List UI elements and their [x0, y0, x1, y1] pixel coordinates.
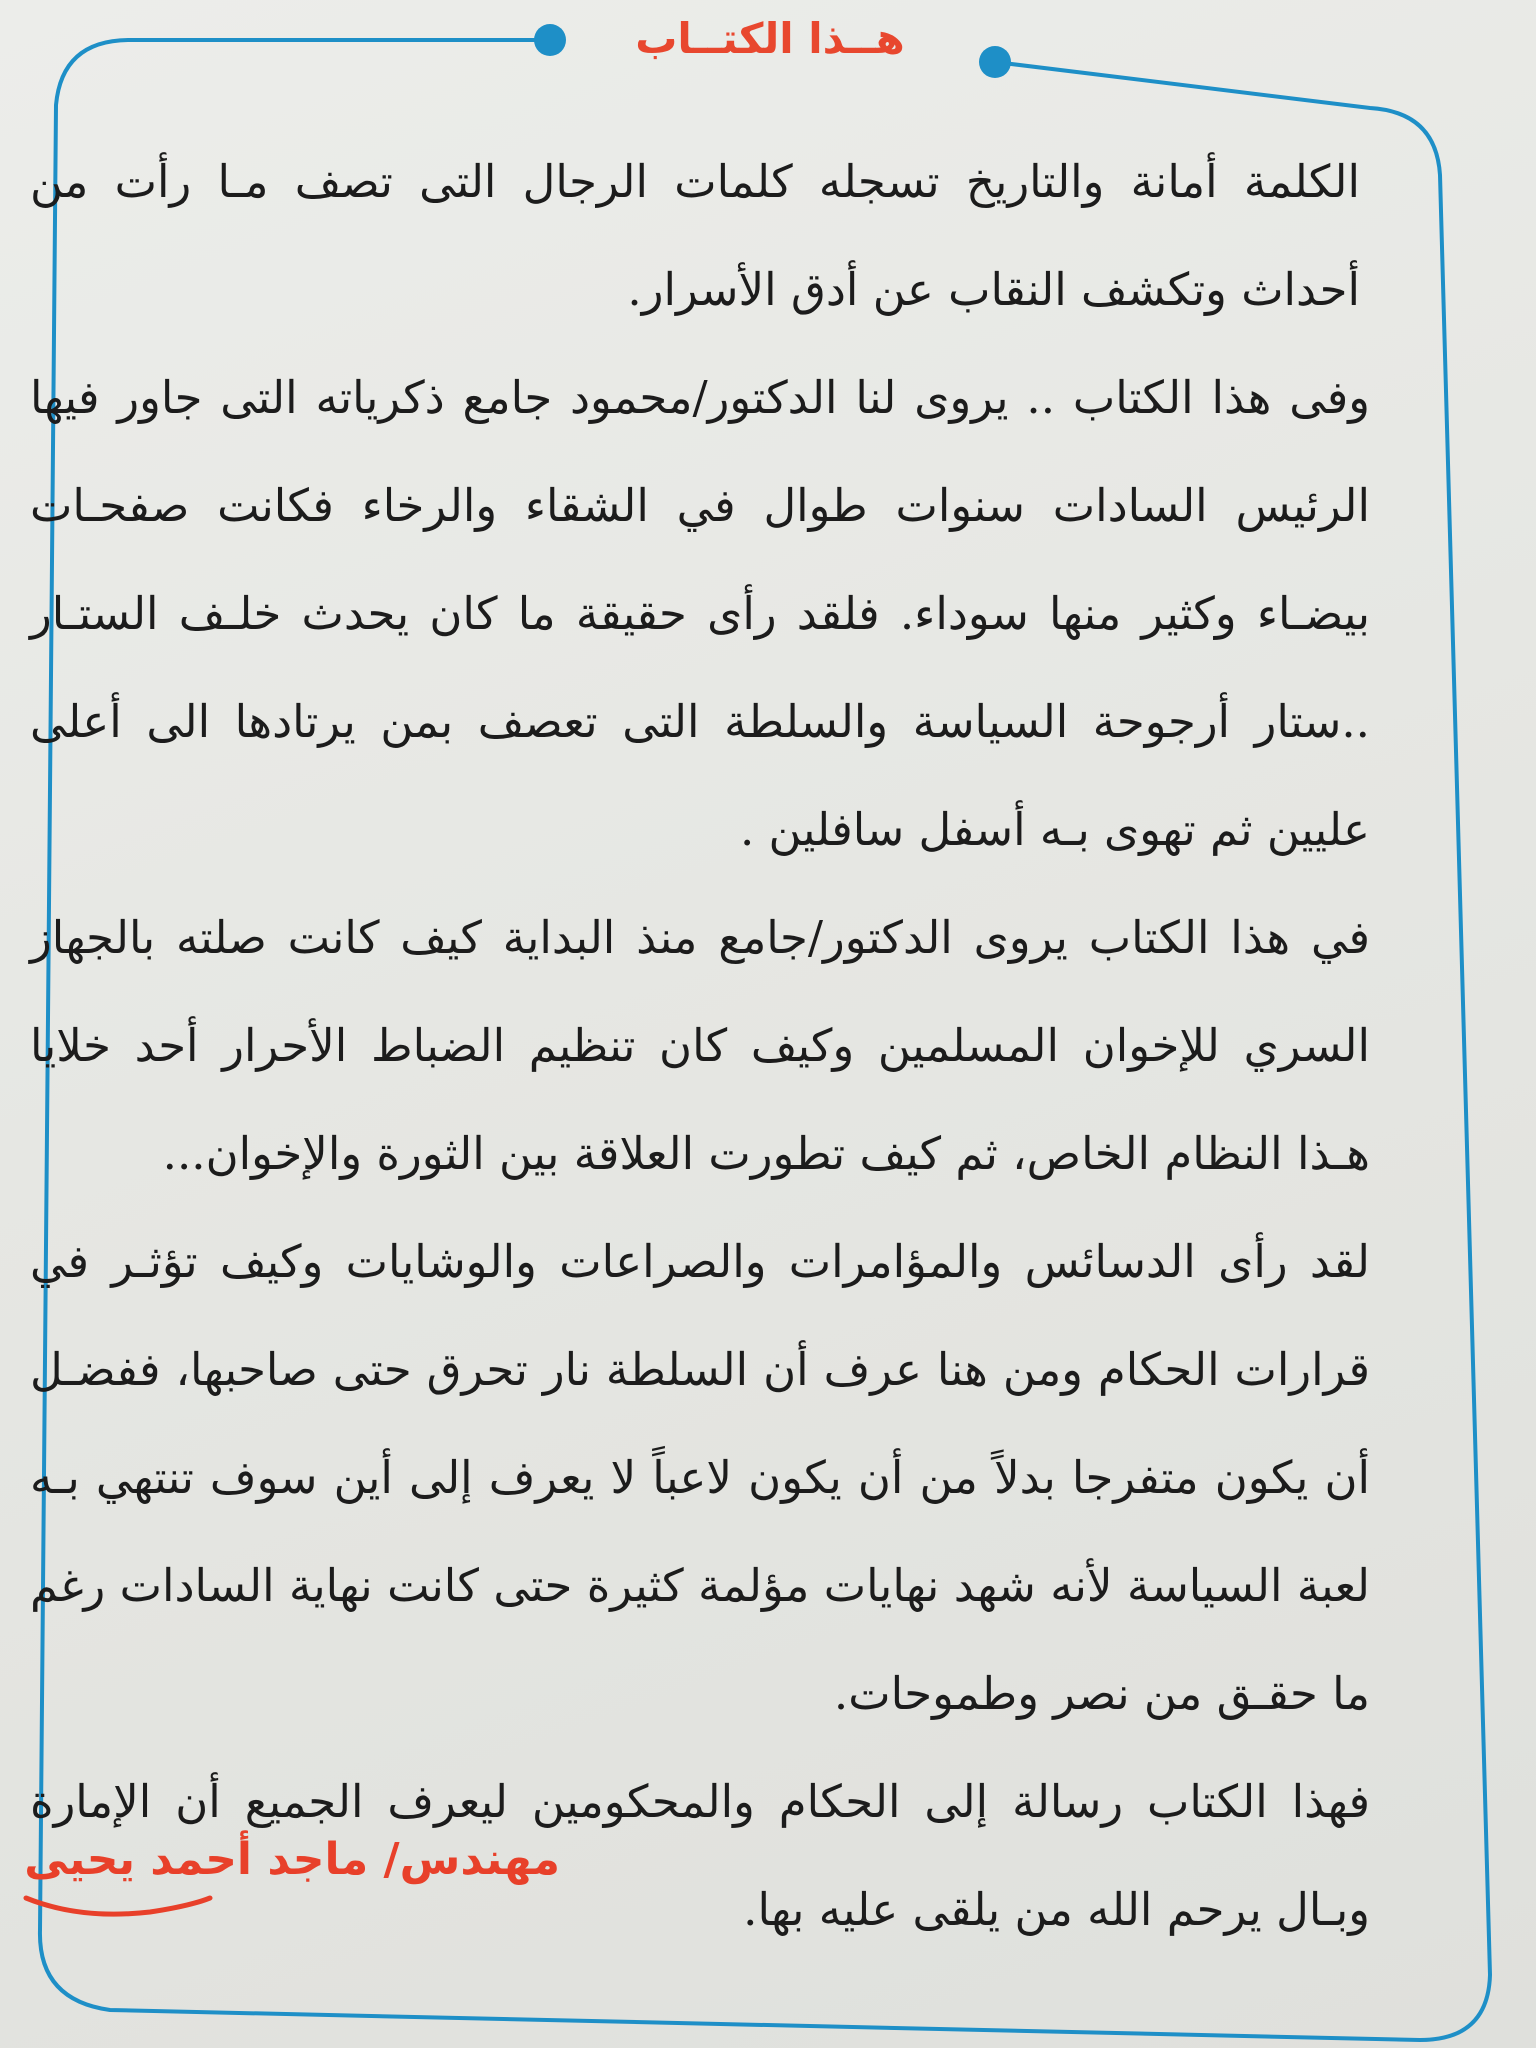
paragraph-2: وفى هذا الكتاب .. يروى لنا الدكتور/محمود جامع ذكرياته التى جاور فيها الرئيس السادات سنوات طوال في الشقاء والرخاء فكانت صفحـات بيضـاء وكثير منها سوداء. فلقد رأى حقيقة ما كان يحدث خلـف الستـار ..ستار أرجوحة السياسة والسلطة التى تعصف بمن يرتادها الى أعلى عليين ثم تهوى بـه أسفل سافلين .	[30, 371, 1370, 856]
signature	[20, 1820, 560, 1930]
paragraph-1: الكلمة أمانة والتاريخ تسجله كلمات الرجال التى تصف مـا رأت من أحداث وتكشف النقاب عن أدق الأسرار.	[30, 155, 1360, 316]
body-text	[30, 128, 1440, 1964]
paragraph-4: لقد رأى الدسائس والمؤامرات والصراعات والوشايات وكيف تؤثـر في قرارات الحكام ومن هنا عرف أن السلطة نار تحرق حتى صاحبها، ففضـل أن يكون متفرجا بدلاً من أن يكون لاعباً لا يعرف إلى أين سوف تنتهي بـه لعبة السياسة لأنه شهد نهايات مؤلمة كثيرة حتى كانت نهاية السادات رغم ما حقـق من نصر وطموحات.	[30, 1235, 1370, 1720]
paragraph-3: في هذا الكتاب يروى الدكتور/جامع منذ البداية كيف كانت صلته بالجهاز السري للإخوان المسلمين وكيف كان تنظيم الضباط الأحرار أحد خلايا هـذا النظام الخاص، ثم كيف تطورت العلاقة بين الثورة والإخوان...	[30, 911, 1370, 1180]
page-title: هــذا الكتــاب	[635, 14, 905, 63]
left-ornament-dot	[534, 24, 566, 56]
paragraph-5: فهذا الكتاب رسالة إلى الحكام والمحكومين ليعرف الجميع أن الإمارة وبـال يرحم الله من يلقى عليه بها.	[30, 1775, 1370, 1936]
right-ornament-dot	[979, 46, 1011, 78]
signature-text: مهندس/ ماجد أحمد يحيى	[24, 1834, 560, 1885]
